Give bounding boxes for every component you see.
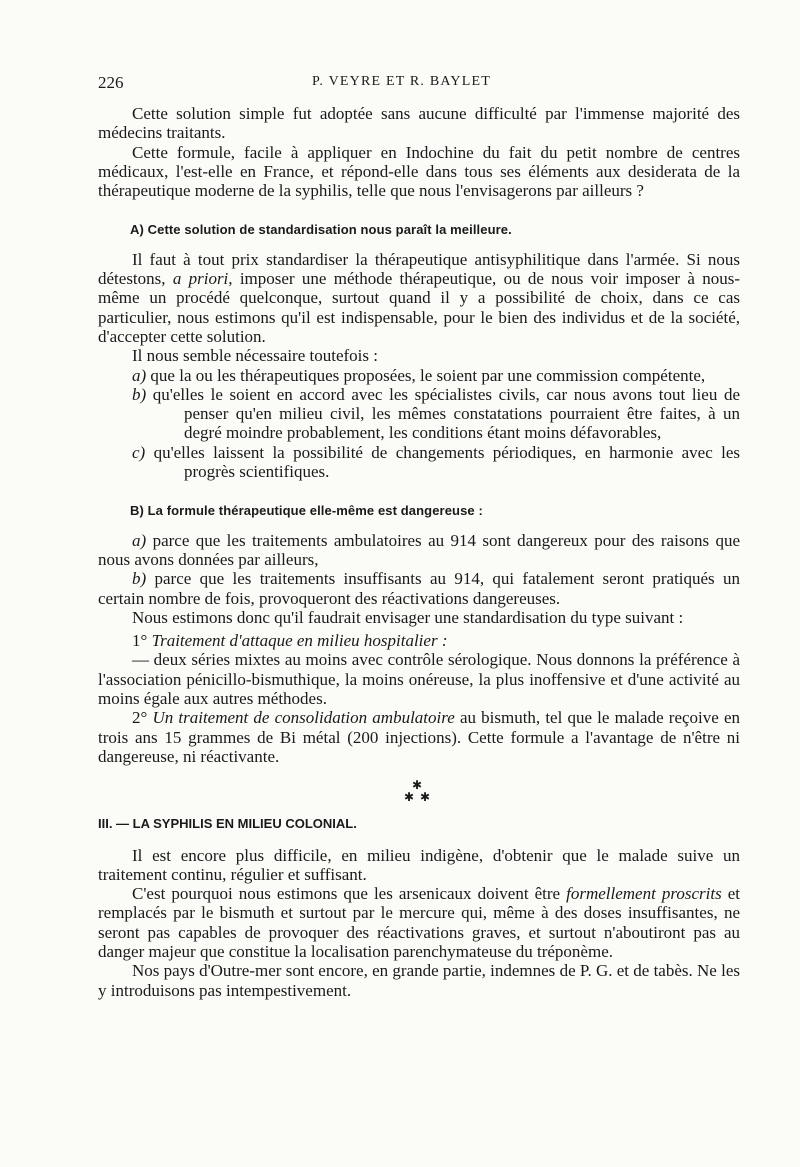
running-head: P. VEYRE ET R. BAYLET (312, 74, 491, 89)
asterism-separator: ✱ ✱ ✱ (404, 778, 431, 805)
section-a-item-b: b) qu'elles le soient en accord avec les spécialistes civils, car nous avons tout lieu de penser qu'en milieu civil, les mêmes constatations pourraient être faites, à un degré moindre probablement, les conditions étant moins défavorables, (132, 384, 740, 443)
section-3-paragraph-2: C'est pourquoi nous estimons que les arsenicaux doivent être formellement proscrits et remplacés par le bismuth et surtout par le mercure qui, même à des doses insuffisantes, ne seront pas capables de provoquer des réactivations graves, et surtout n'aboutiront pas au danger majeur que constitue la localisation parenchymateuse du tréponème. (98, 884, 740, 961)
section-b-item-a: a) parce que les traitements ambulatoires au 914 sont dangereux pour des raisons que nous avons données par ailleurs, (98, 530, 740, 569)
page-header (98, 73, 720, 95)
treatment-1-title: 1° Traitement d'attaque en milieu hospitalier : (132, 631, 448, 651)
page-number: 226 (98, 73, 124, 92)
section-3-paragraph-3: Nos pays d'Outre-mer sont encore, en grande partie, indemnes de P. G. et de tabès. Ne les y introduisons pas intempestivement. (98, 961, 740, 1000)
treatment-2-text: 2° Un traitement de consolidation ambulatoire au bismuth, tel que le malade reçoive en trois ans 15 grammes de Bi métal (200 injections). Cette formule a l'avantage de n'être ni dangereuse, ni réactivante. (98, 708, 741, 766)
intro-paragraph-2: Cette formule, facile à appliquer en Indochine du fait du petit nombre de centres médicaux, l'est-elle en France, et répond-elle dans tous ses éléments aux desiderata de la thérapeutique moderne de la syphilis, telle que nous l'envisagerons par ailleurs ? (98, 142, 740, 201)
section-b-item-b: b) parce que les traitements insuffisants au 914, qui fatalement seront pratiqués un certain nombre de fois, provoqueront des réactivations dangereuses. (98, 569, 740, 608)
body-text (98, 104, 740, 1000)
treatment-1-text: — deux séries mixtes au moins avec contrôle sérologique. Nous donnons la préférence à l'association pénicillo-bismuthique, la moins onéreuse, la plus inoffensive et d'une activité au moins égale aux autres méthodes. (98, 650, 740, 709)
section-a-item-a: a) que la ou les thérapeutiques proposées, le soient par une commission compétente, (132, 365, 706, 385)
section-3-heading: III. — LA SYPHILIS EN MILIEU COLONIAL. (98, 816, 357, 832)
section-b-paragraph-estimons: Nous estimons donc qu'il faudrait envisager une standardisation du type suivant : (132, 607, 684, 627)
section-a-paragraph-1: Il faut à tout prix standardiser la thérapeutique antisyphilitique dans l'armée. Si nous détestons, a priori, imposer une méthode thérapeutique, ou de nous voir imposer à nous-même un procédé quelconque, surtout quand il y a possibilité de choix, dans ce cas particulier, nous estimons qu'il est indispensable, pour le bien des individus et de la société, d'accepter cette solution. (98, 249, 740, 346)
section-a-item-c: c) qu'elles laissent la possibilité de changements périodiques, en harmonie avec les progrès scientifiques. (132, 442, 740, 482)
section-3-paragraph-1: Il est encore plus difficile, en milieu indigène, d'obtenir que le malade suive un traitement continu, régulier et suffisant. (98, 845, 740, 884)
section-b-heading: B) La formule thérapeutique elle-même est dangereuse : (130, 503, 483, 519)
section-a-paragraph-2: Il nous semble nécessaire toutefois : (132, 346, 378, 366)
intro-paragraph-1: Cette solution simple fut adoptée sans aucune difficulté par l'immense majorité des médecins traitants. (98, 104, 740, 143)
section-a-heading: A) Cette solution de standardisation nous paraît la meilleure. (130, 222, 512, 238)
